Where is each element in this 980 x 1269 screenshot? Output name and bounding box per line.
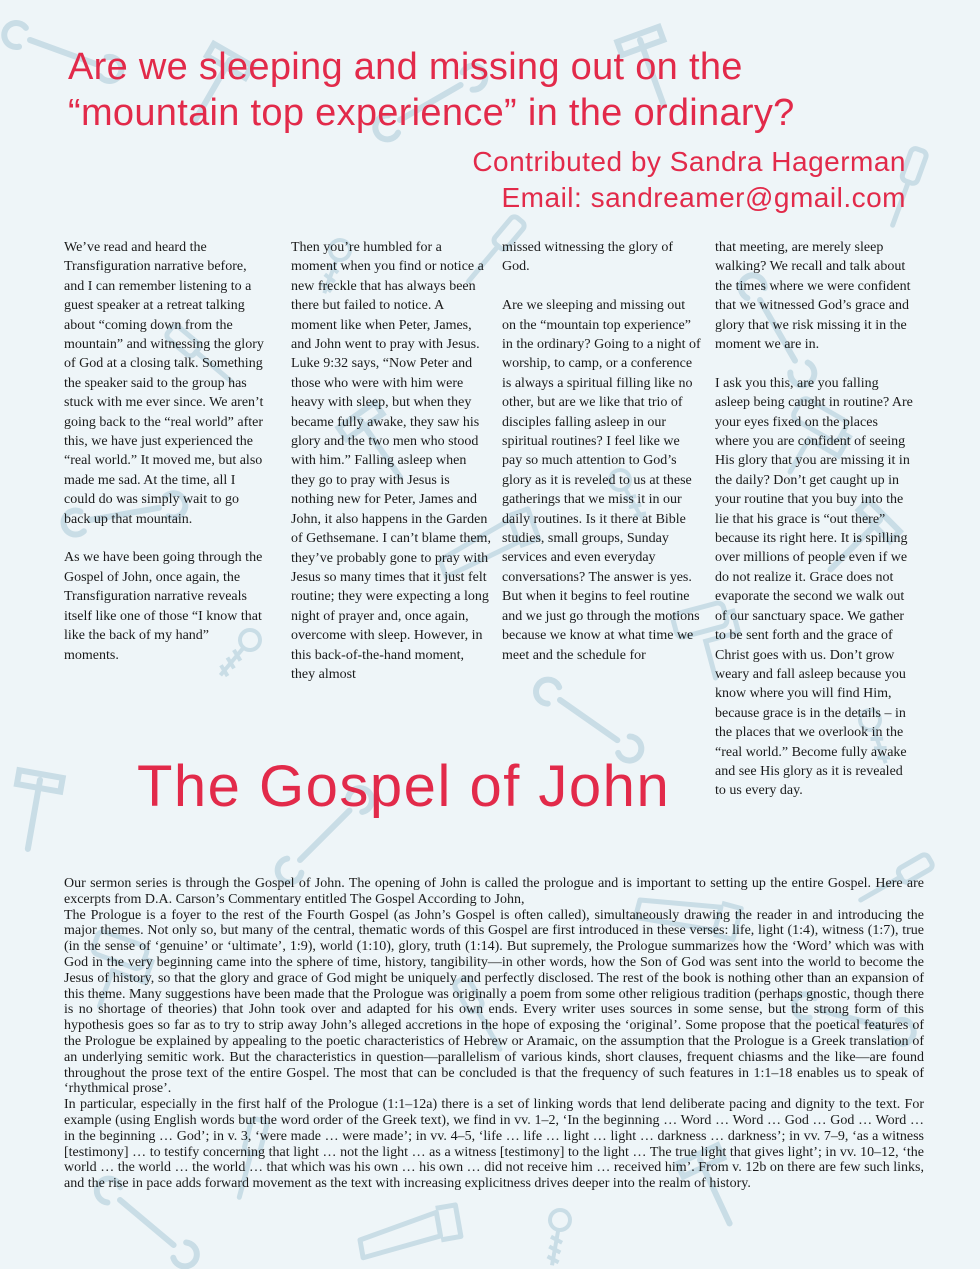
contributor: Contributed by Sandra Hagerman — [472, 146, 906, 177]
paragraph: As we have been going through the Gospel of John, once again, the Transfiguration narrative reveals itself like one of those “I know that like the back of my hand” moments. — [64, 550, 263, 663]
article-title-line-1: Are we sleeping and missing out on the — [68, 46, 743, 88]
article-column-2 — [291, 238, 491, 684]
article-column-3 — [502, 238, 702, 665]
paragraph: I ask you this, are you falling asleep being caught in routine? Are your eyes fixed on the places where you are confident of seeing His glory that you are missing it in the daily? Don’t get caught up in your routine that you buy into the lie that his grace is “out there” because its right here. It is spilling over millions of people even if we do not realize it. Grace does not evaporate the second we walk out of our sanctuary space. We gather to be sent forth and the grace of Christ goes with us. Don’t grow weary and fall asleep because you know where you will find Him, because grace is in the details – in the places that we overlook in the “real world.” Become fully awake and see His glory as it is revealed to us every day. — [715, 375, 913, 799]
paragraph: In particular, especially in the first half of the Prologue (1:1–12a) there is a set of linking words that lend deliberate pacing and dignity to the text. For example (using English words but the word order of the Greek text), we find in vv. 1–2, ‘In the beginning … Word … Word … God … God … Word … in the beginning … God’; in v. 3, ‘were made … were made’; in vv. 4–5, ‘life … life … light … light … darkness … darkness’; in vv. 7–9, ‘as a witness [testimony] … to testify concerning that light … not the light … as a witness [testimony] to the light … The true light that gives light’; in vv. 10–12, ‘the world … the world … the world … that which was his own … his own … did not receive him … received him’. From v. 12b on there are few such links, and the rise in pace adds forward movement as the text with increasing explicitness drives deeper into the realm of history. — [64, 1097, 924, 1192]
article-column-4 — [715, 238, 915, 801]
section-title: The Gospel of John — [137, 754, 671, 819]
article-column-1 — [64, 238, 264, 665]
paragraph: Are we sleeping and missing out on the “mountain top experience” in the ordinary? Going to a night of worship, to camp, or a conference is always a spiritual filling like no other, but are we like that trio of disciples falling asleep in our spiritual routines? I feel like we pay so much attention to God’s glory as it is reveled to us at these gatherings that we miss it in our daily routines. Is it there at Bible studies, small groups, Sunday services and even everyday conversations? The answer is yes. But when it begins to feel routine and we just go through the motions because we know at what time we meet and the schedule for — [502, 298, 701, 663]
paragraph: Then you’re humbled for a moment when you find or notice a new freckle that has always been there but failed to notice. A moment like when Peter, James, and John went to pray with Jesus. Luke 9:32 says, “Now Peter and those who were with him were heavy with sleep, but when they became fully awake, they saw his glory and the two men who stood with him.” Falling asleep when they go to pray with Jesus is nothing new for Peter, James and John, it also happens in the Garden of Gethsemane. I can’t blame them, they’ve probably gone to pray with Jesus so many times that it just felt routine; they were expecting a long night of prayer and, once again, overcome with sleep. However, in this back-of-the-hand moment, they almost — [291, 240, 491, 682]
paragraph: Our sermon series is through the Gospel of John. The opening of John is called the prologue and is important to setting up the entire Gospel. Here are excerpts from D.A. Carson’s Commentary entitled The Gospel According to John, — [64, 876, 924, 907]
paragraph: missed witnessing the glory of God. — [502, 240, 674, 275]
byline — [472, 144, 906, 216]
paragraph: The Prologue is a foyer to the rest of the Fourth Gospel (as John’s Gospel is often called), simultaneously drawing the reader in and introducing the major themes. Not only so, but many of the central, thematic words of this Gospel are first introduced in these verses: life, light (1:4), witness (1:7), true (in the sense of ‘genuine’ or ‘ultimate’, 1:9), world (1:10), glory, truth (1:14). But supremely, the Prologue summarizes how the ‘Word’ which was with God in the very beginning came into the sphere of time, history, tangibility—in other words, how the Son of God was sent into the world to become the Jesus of history, so that the glory and grace of God might be uniquely and perfectly disclosed. The rest of the book is nothing other than an expansion of this theme. Many suggestions have been made that the Prologue was originally a poem from some other religious tradition (perhaps gnostic, though there is no shortage of theories) that John took over and adapted for his own ends. Every writer uses sources in some sense, but the strong form of this hypothesis goes so far as to try to strip away John’s alleged accretions in the hope of exposing the ‘original’. Some propose that the poetical features of the Prologue be explained by appealing to the poetic characteristics of Hebrew or Aramaic, on the assumption that the Prologue is a Greek translation of an underlying semitic work. But the characteristics in question—parallelism of various kinds, short clauses, frequent chiasms and the like—are found throughout the prose text of the entire Gospel. The most that can be concluded is that the frequency of such features in 1:1–18 enables us to speak of ‘rhythmical prose’. — [64, 907, 924, 1097]
contributor-email: Email: sandreamer@gmail.com — [501, 182, 906, 213]
section-body — [64, 876, 924, 1192]
paragraph: We’ve read and heard the Transfiguration narrative before, and I can remember listening to a guest speaker at a retreat talking about “coming down from the mountain” and witnessing the glory of God at a closing talk. Something the speaker said to the group has stuck with me ever since. We aren’t going back to the “real world” after this, we have just experienced the “real world.” It moved me, but also made me sad. At the time, all I could do was simply wait to go back up that mountain. — [64, 240, 264, 527]
article-title — [68, 44, 948, 136]
article-title-line-2: “mountain top experience” in the ordinary? — [68, 92, 795, 134]
paragraph: that meeting, are merely sleep walking? We recall and talk about the times where we were confident that we witnessed God’s grace and glory that we risk missing it in the moment we are in. — [715, 240, 911, 353]
